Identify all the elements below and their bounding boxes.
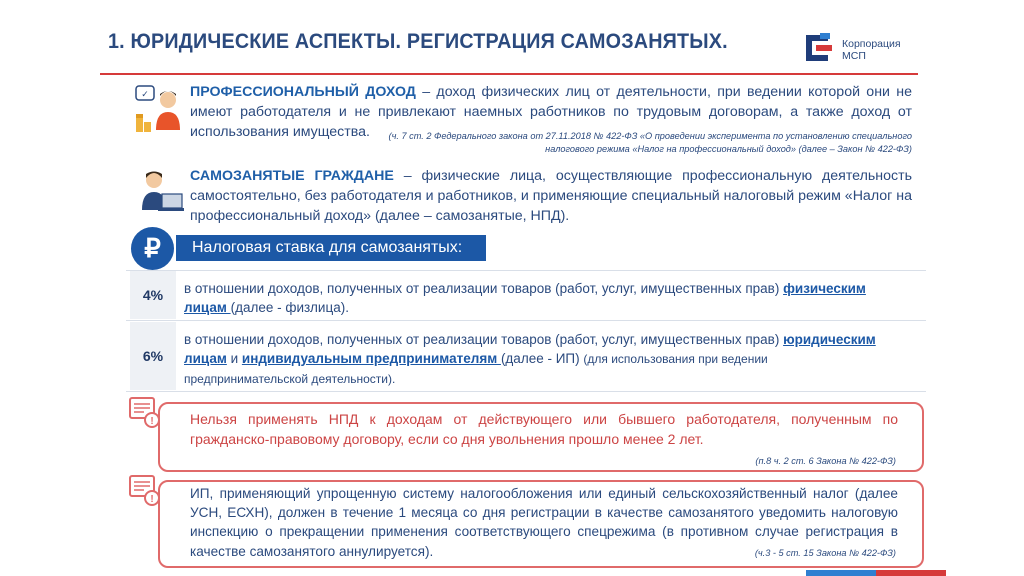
title-divider: [100, 73, 918, 75]
definition-term: ПРОФЕССИОНАЛЬНЫЙ ДОХОД: [190, 84, 416, 100]
law-reference: (ч. 7 ст. 2 Федерального закона от 27.11.2018 № 422-ФЗ «О проведении эксперимента по установлению специального налогового режима «Налог на профессиональный доход» (далее – Закон № 422-ФЗ): [388, 131, 912, 154]
definition-term: САМОЗАНЯТЫЕ ГРАЖДАНЕ: [190, 168, 394, 184]
warning-document-icon: [128, 396, 162, 428]
svg-text:!: !: [150, 416, 154, 427]
rate-6-percent: 6%: [130, 322, 176, 390]
logo-text: Корпорация МСП: [842, 38, 901, 62]
warning-document-icon: [128, 474, 162, 506]
definition-text: – физические лица, осуществляющие профессиональную деятельность самостоятельно, без работодателя и работников, и применяющие специальный налоговый режим «Налог на профессиональный доход» (далее – самозанятые, НПД).: [190, 168, 912, 224]
warning-text-1: Нельзя применять НПД к доходам от действующего или бывшего работодателя, полученным по гражданско-правовому договору, если со дня увольнения прошло менее 2 лет.: [190, 411, 898, 447]
individuals-link: физическим лицам: [184, 281, 866, 315]
bottom-brand-strip: [806, 570, 946, 576]
svg-text:!: !: [150, 494, 154, 505]
row-divider: [126, 320, 926, 321]
row-divider: [126, 270, 926, 271]
warning-source-2: (ч.3 - 5 ст. 15 Закона № 422-ФЗ): [754, 548, 896, 558]
entrepreneurs-link: индивидуальным предпринимателям: [241, 351, 501, 366]
legal-entities-link: юридическим лицам: [184, 332, 876, 366]
warning-source-1: (п.8 ч. 2 ст. 6 Закона № 422-ФЗ): [755, 456, 896, 466]
row-divider: [126, 391, 926, 392]
tax-rate-header: Налоговая ставка для самозанятых:: [176, 235, 486, 261]
ruble-icon: ₽: [131, 227, 174, 270]
rate-4-percent: 4%: [130, 271, 176, 319]
page-title: 1. ЮРИДИЧЕСКИЕ АСПЕКТЫ. РЕГИСТРАЦИЯ САМОЗАНЯТЫХ.: [108, 30, 728, 53]
rate-4-description: в отношении доходов, полученных от реализации товаров (работ, услуг, имущественных прав) физическим лицам (далее - физлица).: [184, 281, 866, 315]
rate-6-description: в отношении доходов, полученных от реализации товаров (работ, услуг, имущественных прав) юридическим лицам и индивидуальным предпринимателям (далее - ИП) (для использования при ведении предпринимательской деятельности).: [184, 332, 876, 386]
self-employed-icon: [134, 166, 186, 218]
self-employed-definition: [190, 166, 912, 226]
svg-text:✓: ✓: [141, 89, 149, 99]
definition-text: – доход физических лиц от деятельности, при ведении которой они не имеют работодателя и не привлекают наемных работников по трудовым договорам, а также доход от использования имущества.: [190, 84, 912, 140]
professional-income-icon: [132, 84, 184, 136]
warning-text-2: ИП, применяющий упрощенную систему налогообложения или единый сельскохозяйственный налог (далее УСН, ЕСХН), должен в течение 1 месяца со дня регистрации в качестве самозанятого уведомить налоговую инспекцию о прекращении применения соответствующего спецрежима (в противном случае регистрация в качестве самозанятого аннулируется).: [190, 486, 898, 559]
